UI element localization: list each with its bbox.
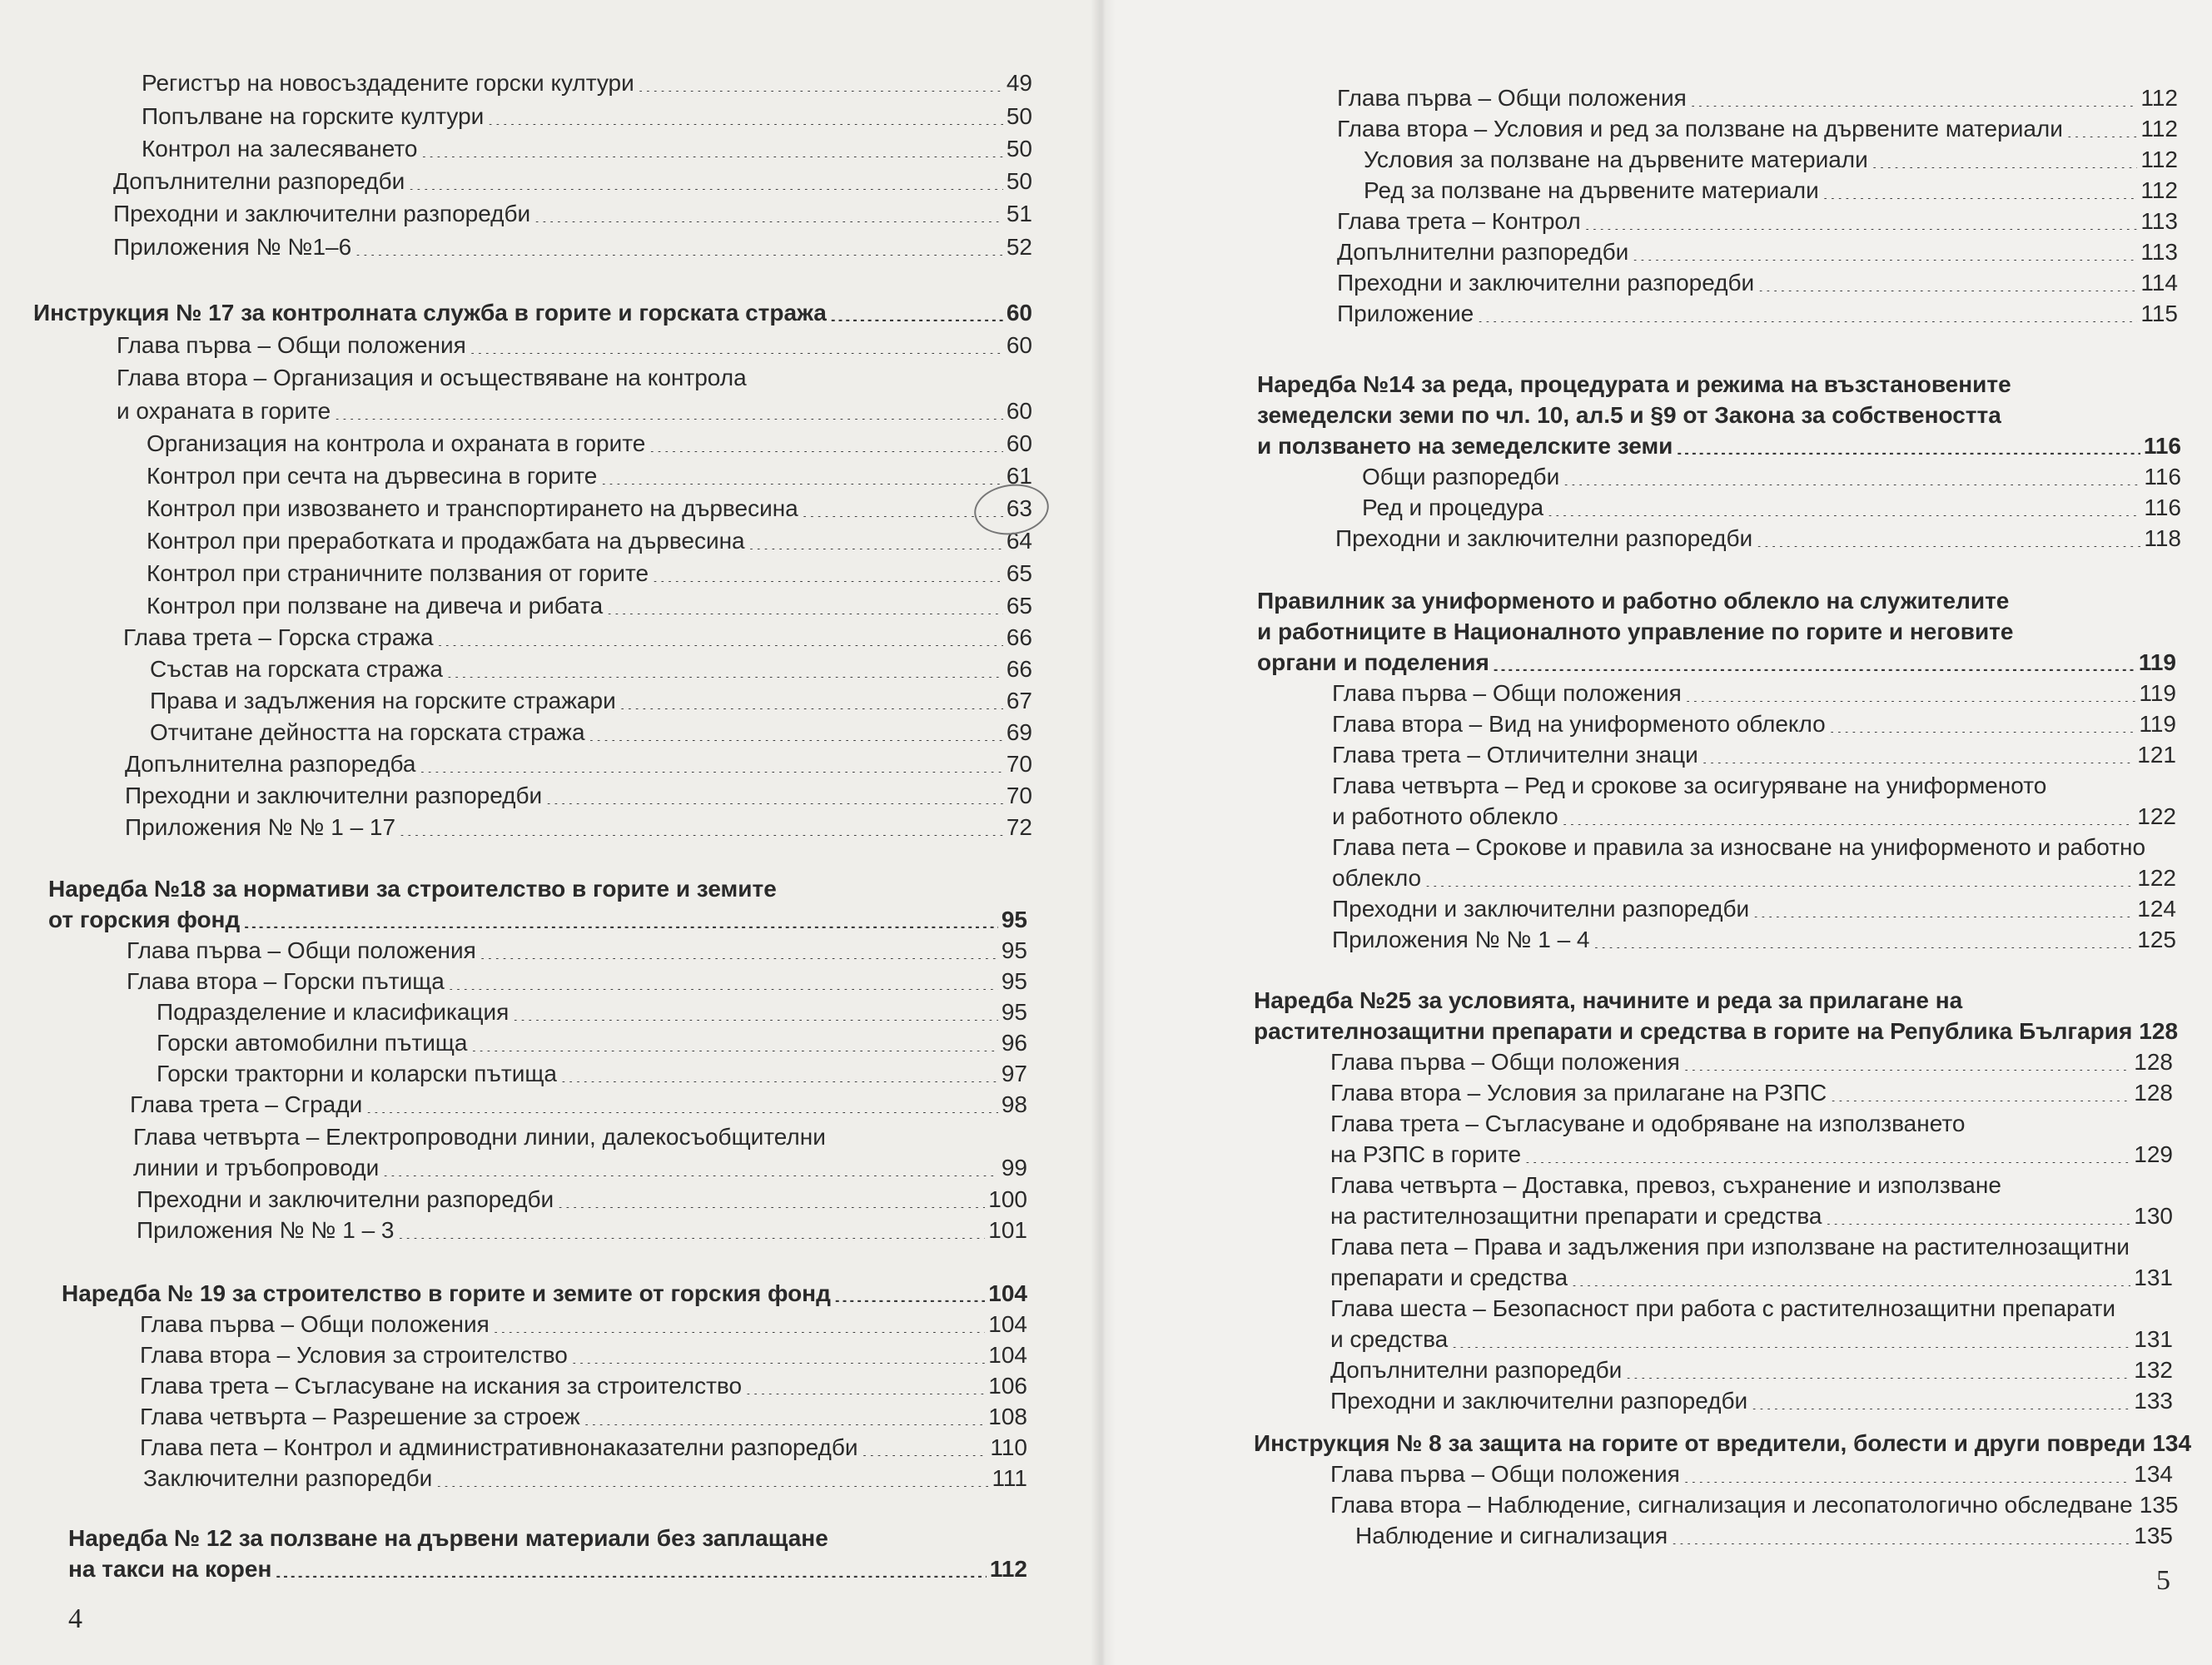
toc-heading-line: Наредба №14 за реда, процедурата и режима на възстановените: [1257, 371, 2011, 397]
toc-entry: Глава първа – Общи положения ..... 60: [117, 331, 1032, 360]
toc-heading: и ползването на земеделските земи ..... 116: [1257, 431, 2181, 461]
toc-entry: Наблюдение и сигнализация ..... 135: [1355, 1521, 2173, 1551]
toc-entry: Глава втора – Условия за строителство ..... 104: [140, 1340, 1027, 1370]
toc-heading-line: и работниците в Националното управление по горите и неговите: [1257, 619, 2014, 644]
toc-entry: Попълване на горските култури ..... 50: [142, 102, 1032, 132]
toc-entry: Горски автомобилни пътища ..... 96: [157, 1028, 1027, 1058]
toc-entry: Преходни и заключителни разпоредби ..... 114: [1337, 268, 2178, 298]
toc-entry: Глава втора – Условия и ред за ползване на дървените материали ..... 112: [1337, 114, 2178, 144]
toc-entry: линии и тръбопроводи ..... 99: [133, 1153, 1027, 1183]
toc-entry: Заключителни разпоредби ..... 111: [143, 1464, 1027, 1494]
toc-entry: Контрол при ползване на дивеча и рибата ..... 65: [147, 591, 1032, 621]
toc-entry: Приложения № № 1 – 3 ..... 101: [137, 1215, 1027, 1245]
toc-entry-line: Глава трета – Съгласуване и одобряване на използването: [1330, 1111, 1966, 1136]
toc-entry: Допълнителна разпоредба ..... 70: [125, 749, 1032, 779]
toc-entry: Глава първа – Общи положения ..... 104: [140, 1310, 1027, 1339]
page-number: 4: [68, 1603, 82, 1634]
toc-entry: и охраната в горите ..... 60: [117, 396, 1032, 426]
toc-entry: Приложения № №1–6 ..... 52: [113, 232, 1032, 262]
toc-entry: Глава четвърта – Разрешение за строеж ..... 108: [140, 1402, 1027, 1432]
toc-entry: Глава втора – Наблюдение, сигнализация и лесопатологично обследване 135: [1330, 1492, 2179, 1518]
toc-entry: Глава първа – Общи положения ..... 119: [1332, 678, 2176, 708]
toc-entry: Глава първа – Общи положения ..... 128: [1330, 1047, 2173, 1077]
toc-entry: Преходни и заключителни разпоредби ..... 118: [1335, 524, 2181, 554]
toc-entry: Подразделение и класификация ..... 95: [157, 997, 1027, 1027]
toc-entry: Ред и процедура ..... 116: [1362, 493, 2181, 523]
toc-entry: Права и задължения на горските стражари ..... 67: [150, 686, 1032, 716]
toc-entry: Допълнителни разпоредби ..... 132: [1330, 1355, 2173, 1385]
toc-heading: Инструкция № 8 за защита на горите от вредители, болести и други повреди 134: [1254, 1430, 2192, 1456]
toc-heading: Наредба № 19 за строителство в горите и земите от горския фонд ..... 104: [62, 1279, 1027, 1309]
toc-entry: Преходни и заключителни разпоредби ..... 51: [113, 199, 1032, 229]
toc-entry: Допълнителни разпоредби ..... 50: [113, 166, 1032, 196]
toc-entry: Глава втора – Вид на униформеното облекло ..... 119: [1332, 709, 2176, 739]
toc-entry: Допълнителни разпоредби ..... 113: [1337, 237, 2178, 267]
toc-entry: Организация на контрола и охраната в горите ..... 60: [147, 429, 1032, 459]
toc-heading: Инструкция № 17 за контролната служба в горите и горската стража ..... 60: [33, 298, 1032, 328]
toc-entry: Глава пета – Контрол и административнонаказателни разпоредби ..... 110: [140, 1433, 1027, 1463]
toc-entry: Регистър на новосъздадените горски култури ..... 49: [142, 68, 1032, 98]
toc-entry-line: Глава пета – Срокове и правила за износване на униформеното и работно: [1332, 834, 2146, 860]
book-gutter: [1091, 0, 1116, 1665]
toc-heading: от горския фонд ..... 95: [48, 905, 1027, 935]
toc-entry: Ред за ползване на дървените материали ..... 112: [1364, 176, 2178, 206]
toc-entry: Преходни и заключителни разпоредби ..... 70: [125, 781, 1032, 811]
toc-entry: Контрол при преработката и продажбата на дървесина ..... 64: [147, 526, 1032, 556]
toc-entry: на РЗПС в горите ..... 129: [1330, 1140, 2173, 1170]
toc-entry: на растителнозащитни препарати и средства ..... 130: [1330, 1201, 2173, 1231]
toc-heading-line: земеделски земи по чл. 10, ал.5 и §9 от Закона за собствеността: [1257, 402, 2001, 428]
right-page: [1101, 0, 2212, 1665]
toc-entry: препарати и средства ..... 131: [1330, 1263, 2173, 1293]
toc-entry: Преходни и заключителни разпоредби ..... 124: [1332, 894, 2176, 924]
toc-entry: Горски тракторни и коларски пътища ..... 97: [157, 1059, 1027, 1089]
toc-entry: Глава трета – Горска стража ..... 66: [123, 623, 1032, 653]
toc-entry: Общи разпоредби ..... 116: [1362, 462, 2181, 492]
toc-entry: Приложения № № 1 – 4 ..... 125: [1332, 925, 2176, 955]
toc-entry: Преходни и заключителни разпоредби ..... 100: [137, 1185, 1027, 1215]
toc-entry: Глава първа – Общи положения ..... 134: [1330, 1459, 2173, 1489]
toc-heading-line: Наредба № 12 за ползване на дървени материали без заплащане: [68, 1525, 828, 1551]
page-number: 5: [2156, 1565, 2170, 1596]
toc-heading-line: Наредба №18 за нормативи за строителство в горите и земите: [48, 876, 777, 902]
toc-heading: органи и поделения ..... 119: [1257, 648, 2176, 678]
toc-entry: Глава първа – Общи положения ..... 95: [127, 936, 1027, 966]
toc-entry: и средства ..... 131: [1330, 1325, 2173, 1354]
toc-entry-line: Глава четвърта – Ред и срокове за осигуряване на униформеното: [1332, 773, 2047, 798]
toc-entry: Глава трета – Отличителни знаци ..... 121: [1332, 740, 2176, 770]
toc-entry: Преходни и заключителни разпоредби ..... 133: [1330, 1386, 2173, 1416]
toc-entry: Глава трета – Съгласуване на искания за строителство ..... 106: [140, 1371, 1027, 1401]
toc-entry: Контрол при извозването и транспортирането на дървесина ..... 63: [147, 494, 1032, 524]
toc-entry: Състав на горската стража ..... 66: [150, 654, 1032, 684]
toc-entry-line: Глава шеста – Безопасност при работа с растителнозащитни препарати: [1330, 1295, 2116, 1321]
toc-heading-line: Правилник за униформеното и работно облекло на служителите: [1257, 588, 2010, 614]
toc-entry: Приложения № № 1 – 17 ..... 72: [125, 813, 1032, 842]
toc-entry: Условия за ползване на дървените материали ..... 112: [1364, 145, 2178, 175]
toc-entry: Глава първа – Общи положения ..... 112: [1337, 83, 2178, 113]
toc-entry: облекло ..... 122: [1332, 863, 2176, 893]
toc-entry: Глава трета – Сгради ..... 98: [130, 1090, 1027, 1120]
toc-entry: и работното облекло ..... 122: [1332, 802, 2176, 832]
toc-entry: Контрол при страничните ползвания от горите ..... 65: [147, 559, 1032, 589]
toc-entry: Отчитане дейността на горската стража ..... 69: [150, 718, 1032, 748]
toc-entry-line: Глава втора – Организация и осъществяване на контрола: [117, 365, 747, 390]
toc-entry-line: Глава пета – Права и задължения при използване на растителнозащитни: [1330, 1234, 2130, 1260]
toc-entry: Контрол на залесяването ..... 50: [142, 134, 1032, 164]
toc-heading-line: Наредба №25 за условията, начините и реда за прилагане на: [1254, 987, 1963, 1013]
toc-entry: Глава трета – Контрол ..... 113: [1337, 206, 2178, 236]
toc-entry-line: Глава четвърта – Доставка, превоз, съхранение и използване: [1330, 1172, 2001, 1198]
toc-entry-line: Глава четвърта – Електропроводни линии, далекосъобщителни: [133, 1124, 826, 1150]
toc-heading: на такси на корен ..... 112: [68, 1554, 1027, 1584]
toc-entry: Глава втора – Горски пътища ..... 95: [127, 967, 1027, 997]
toc-entry: Приложение ..... 115: [1337, 299, 2178, 329]
left-page: [0, 0, 1101, 1665]
toc-heading: растителнозащитни препарати и средства в горите на Република България 128: [1254, 1018, 2179, 1044]
toc-entry: Глава втора – Условия за прилагане на РЗПС ..... 128: [1330, 1078, 2173, 1108]
toc-entry: Контрол при сечта на дървесина в горите ..... 61: [147, 461, 1032, 491]
